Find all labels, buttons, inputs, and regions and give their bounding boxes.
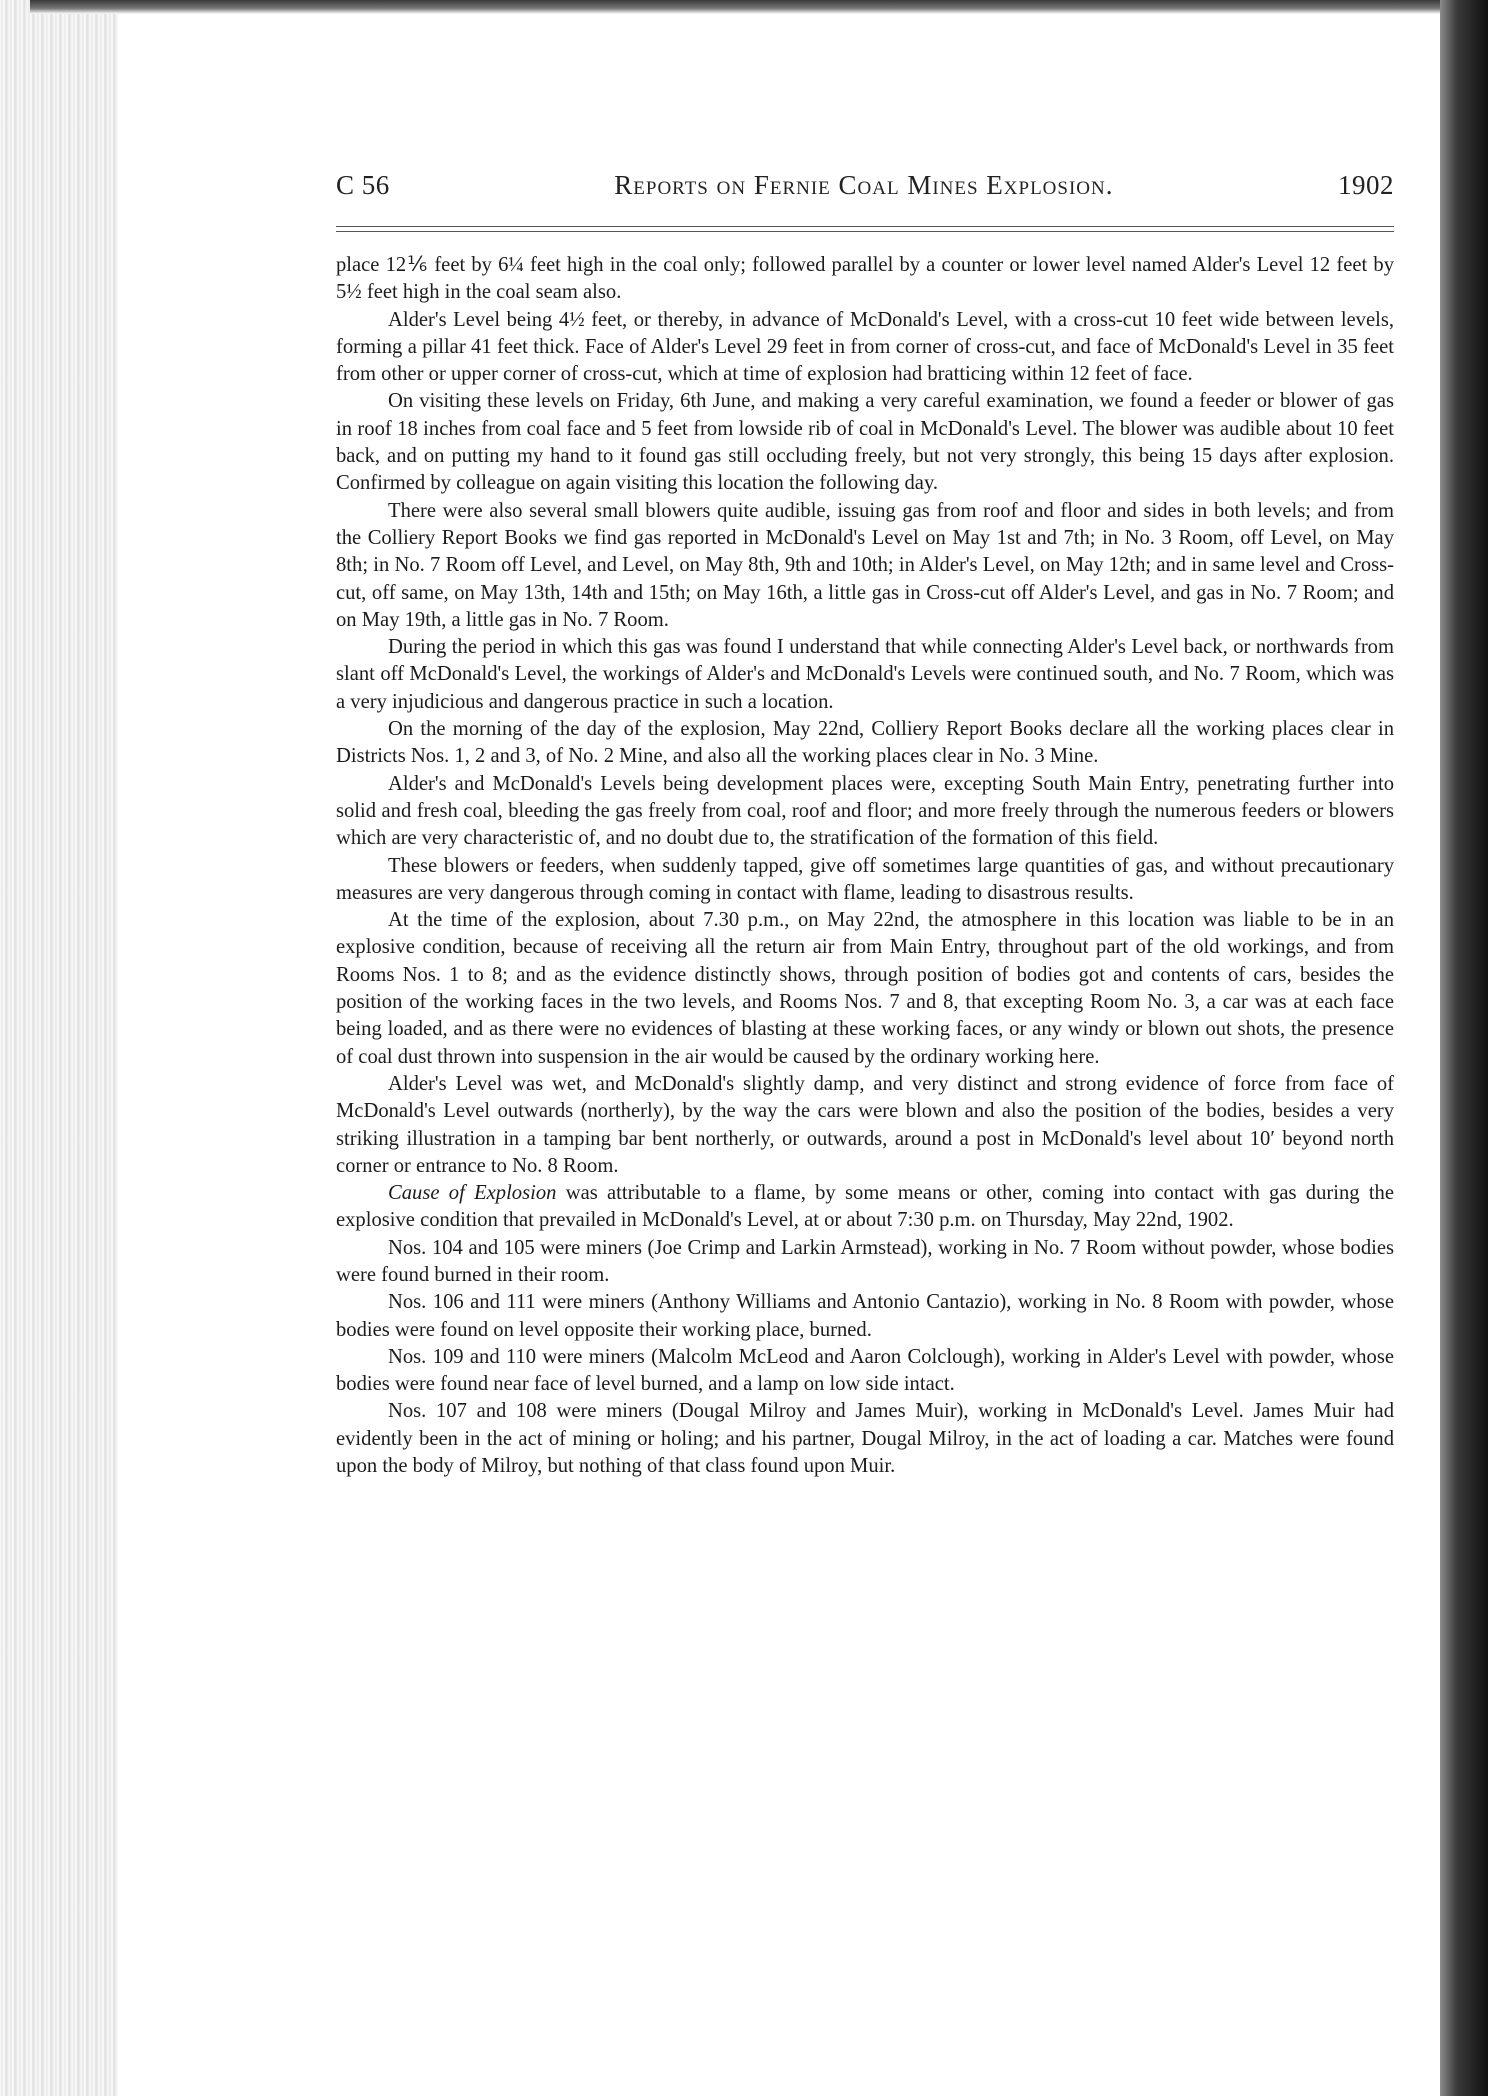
paragraph: At the time of the explosion, about 7.30 p.m., on May 22nd, the atmosphere in this location was liable to be in an explosive condition, because of receiving all the return air from Main Entry, throughout part of the old workings, and from Rooms Nos. 1 to 8; and as the evidence distinctly shows, through position of bodies got and contents of cars, besides the position of the working faces in the two levels, and Rooms Nos. 7 and 8, that excepting Room No. 3, a car was at each face being loaded, and as there were no evidences of blasting at these working faces, or any windy or blown out shots, the presence of coal dust thrown into suspension in the air would be caused by the ordinary working here.	[336, 909, 1394, 1068]
cause-label: Cause of Explosion	[388, 1182, 557, 1205]
header-rule-bottom	[336, 231, 1394, 232]
paragraph: There were also several small blowers quite audible, issuing gas from roof and floor and sides in both levels; and from the Colliery Report Books we find gas reported in McDonald's Level on May 1st and 7th; in No. 3 Room, off Level, on May 8th; in No. 7 Room off Level, and Level, on May 8th, 9th and 10th; in Alder's Level, on May 12th; and in same level and Cross-cut, off same, on May 13th, 14th and 15th; on May 16th, a little gas in Cross-cut off Alder's Level, and gas in No. 7 Room; and on May 19th, a little gas in No. 7 Room.	[336, 499, 1394, 631]
scan-top-edge	[30, 0, 1440, 14]
header-year: 1902	[1338, 170, 1394, 200]
paragraph: During the period in which this gas was found I understand that while connecting Alder's Level back, or northwards from slant off McDonald's Level, the workings of Alder's and McDonald's Levels were continued south, and No. 7 Room, which was a very injudicious and dangerous practice in such a location.	[336, 636, 1394, 713]
paragraph: These blowers or feeders, when suddenly tapped, give off sometimes large quantities of gas, and without precautionary measures are very dangerous through coming in contact with flame, leading to disastrous results.	[336, 854, 1394, 904]
paragraph: Nos. 104 and 105 were miners (Joe Crimp and Larkin Armstead), working in No. 7 Room without powder, whose bodies were found burned in their room.	[336, 1236, 1394, 1286]
cause-paragraph	[336, 1180, 1394, 1235]
paragraph: Alder's Level was wet, and McDonald's slightly damp, and very distinct and strong evidence of force from face of McDonald's Level outwards (northerly), by the way the cars were blown and also the position of the bodies, besides a very striking illustration in a tamping bar bent northerly, or outwards, around a post in McDonald's level about 10′ beyond north corner or entrance to No. 8 Room.	[336, 1072, 1394, 1177]
page-number: C 56	[336, 170, 390, 200]
paragraph: Nos. 106 and 111 were miners (Anthony Williams and Antonio Cantazio), working in No. 8 Room with powder, whose bodies were found on level opposite their working place, burned.	[336, 1291, 1394, 1341]
paragraph: Alder's Level being 4½ feet, or thereby, in advance of McDonald's Level, with a cross-cut 10 feet wide between levels, forming a pillar 41 feet thick. Face of Alder's Level 29 feet in from corner of cross-cut, and face of McDonald's Level in 35 feet from other or upper corner of cross-cut, which at time of explosion had bratticing within 12 feet of face.	[336, 308, 1394, 386]
running-title: Reports on Fernie Coal Mines Explosion.	[614, 170, 1114, 200]
paragraph: Nos. 109 and 110 were miners (Malcolm McLeod and Aaron Colclough), working in Alder's Level with powder, whose bodies were found near face of level burned, and a lamp on low side intact.	[336, 1345, 1394, 1396]
paragraph: Nos. 107 and 108 were miners (Dougal Milroy and James Muir), working in McDonald's Level. James Muir had evidently been in the act of mining or holing; and his partner, Dougal Milroy, in the act of loading a car. Matches were found upon the body of Milroy, but nothing of that class found upon Muir.	[336, 1400, 1394, 1478]
book-page-edges	[0, 0, 118, 2096]
paragraph: On visiting these levels on Friday, 6th June, and making a very careful examination, we found a feeder or blower of gas in roof 18 inches from coal face and 5 feet from lowside rib of coal in McDonald's Level. The blower was audible about 10 feet back, and on putting my hand to it found gas still occluding freely, but not very strongly, this being 15 days after explosion. Confirmed by colleague on again visiting this location the following day.	[336, 390, 1394, 495]
document-page	[336, 170, 1394, 1480]
body-text	[336, 252, 1394, 1480]
paragraph: place 12⅙ feet by 6¼ feet high in the coal only; followed parallel by a counter or lower level named Alder's Level 12 feet by 5½ feet high in the coal seam also.	[336, 254, 1394, 304]
book-spine-shadow	[1440, 0, 1488, 2096]
running-header	[336, 170, 1394, 201]
paragraph: Alder's and McDonald's Levels being development places were, excepting South Main Entry, penetrating further into solid and fresh coal, bleeding the gas freely from coal, roof and floor; and more freely through the numerous feeders or blowers which are very characteristic of, and no doubt due to, the stratification of the formation of this field.	[336, 772, 1394, 850]
header-rule-top	[336, 226, 1394, 227]
paragraph: On the morning of the day of the explosion, May 22nd, Colliery Report Books declare all the working places clear in Districts Nos. 1, 2 and 3, of No. 2 Mine, and also all the working places clear in No. 3 Mine.	[336, 718, 1394, 768]
cause-text: was attributable to a flame, by some means or other, coming into contact with gas during the explosive condition that prevailed in McDonald's Level, at or about 7:30 p.m. on Thursday, May 22nd, 1902.	[336, 1182, 1394, 1232]
